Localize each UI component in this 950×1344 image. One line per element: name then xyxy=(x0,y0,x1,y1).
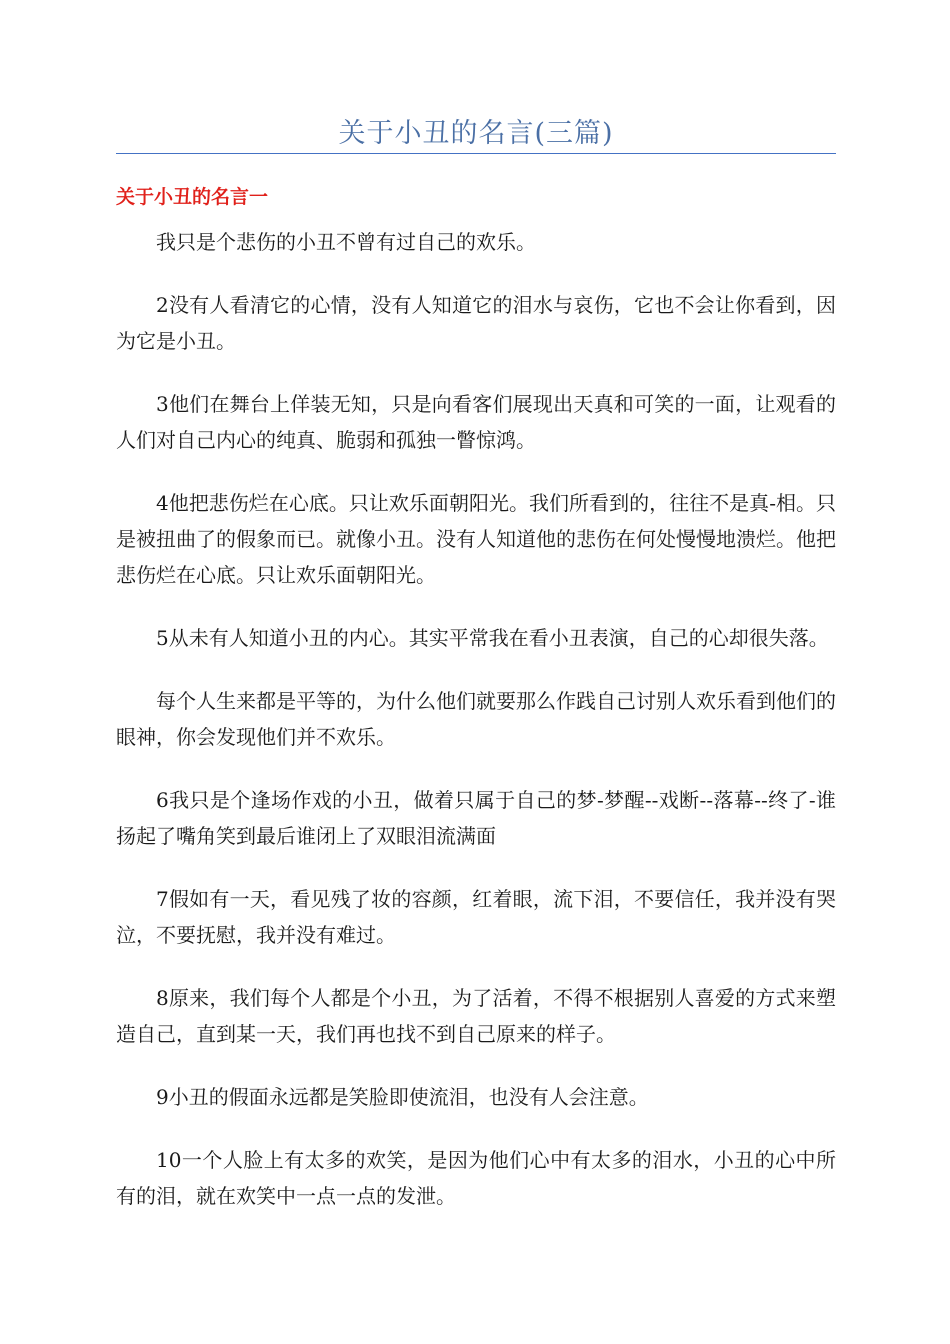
paragraph-11: 10一个人脸上有太多的欢笑，是因为他们心中有太多的泪水，小丑的心中所有的泪，就在欢笑中一点一点的发泄。 xyxy=(116,1148,836,1208)
paragraph-1: 我只是个悲伤的小丑不曾有过自己的欢乐。 xyxy=(156,230,536,254)
document-title: 关于小丑的名言(三篇) xyxy=(338,118,614,149)
paragraph-3: 3他们在舞台上佯装无知，只是向看客们展现出天真和可笑的一面，让观看的人们对自己内心的纯真、脆弱和孤独一瞥惊鸿。 xyxy=(116,392,836,452)
paragraph-2: 2没有人看清它的心情，没有人知道它的泪水与哀伤，它也不会让你看到，因为它是小丑。 xyxy=(116,293,836,353)
paragraph-4: 4他把悲伤烂在心底。只让欢乐面朝阳光。我们所看到的，往往不是真-相。只是被扭曲了的假象而已。就像小丑。没有人知道他的悲伤在何处慢慢地溃烂。他把悲伤烂在心底。只让欢乐面朝阳光。 xyxy=(116,491,836,587)
paragraph-5: 5从未有人知道小丑的内心。其实平常我在看小丑表演，自己的心却很失落。 xyxy=(156,626,829,650)
paragraph-8: 7假如有一天，看见残了妆的容颜，红着眼，流下泪，不要信任，我并没有哭泣，不要抚慰，我并没有难过。 xyxy=(116,887,836,947)
paragraph-10: 9小丑的假面永远都是笑脸即使流泪，也没有人会注意。 xyxy=(156,1085,649,1109)
paragraph-7: 6我只是个逢场作戏的小丑，做着只属于自己的梦-梦醒--戏断--落幕--终了-谁扬起了嘴角笑到最后谁闭上了双眼泪流满面 xyxy=(116,788,836,848)
paragraph-6: 每个人生来都是平等的，为什么他们就要那么作践自己讨别人欢乐看到他们的眼神，你会发现他们并不欢乐。 xyxy=(116,689,836,749)
section-heading: 关于小丑的名言一 xyxy=(116,186,269,208)
document-body xyxy=(116,224,836,1241)
title-underline-divider xyxy=(116,153,836,154)
paragraph-9: 8原来，我们每个人都是个小丑，为了活着，不得不根据别人喜爱的方式来塑造自己，直到某一天，我们再也找不到自己原来的样子。 xyxy=(116,986,836,1046)
